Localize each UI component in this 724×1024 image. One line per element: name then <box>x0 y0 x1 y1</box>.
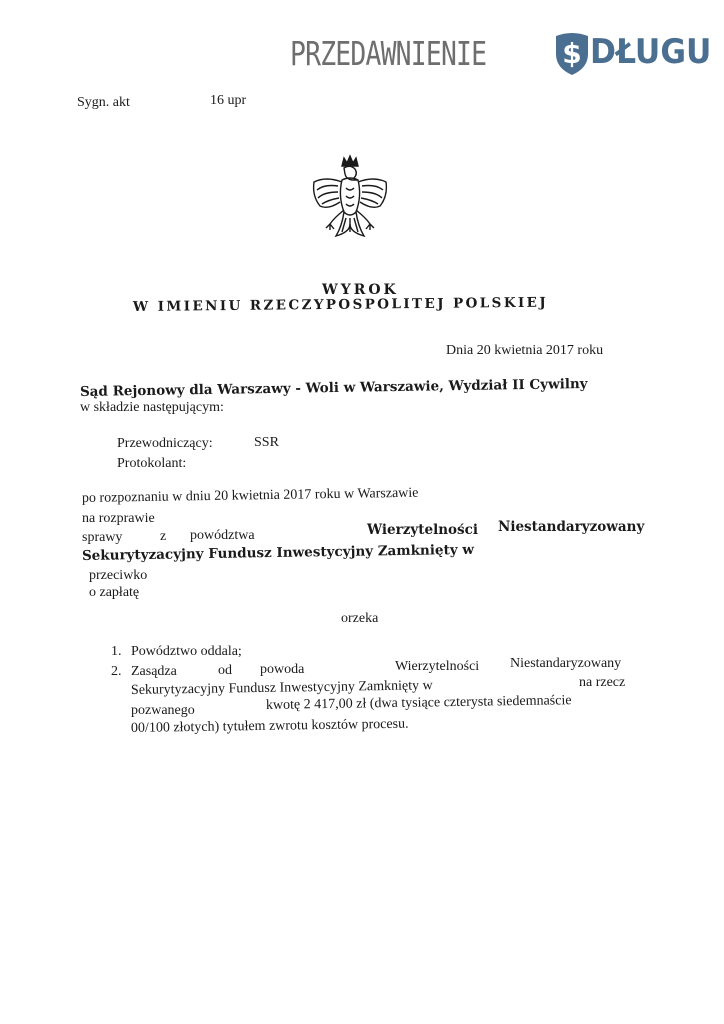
ruling-item-1-text: Powództwo oddala; <box>131 644 242 659</box>
document-subtitle: W IMIENIU RZECZYPOSPOLITEJ POLSKIEJ <box>132 294 549 315</box>
ruling-item-2-word-3: powoda <box>260 662 305 677</box>
case-word-sprawy: sprawy <box>82 530 123 545</box>
case-line-1: po rozpoznaniu w dniu 20 kwietnia 2017 roku w Warszawie <box>81 485 419 506</box>
chair-label: Przewodniczący: <box>117 436 213 451</box>
polish-eagle-emblem-icon <box>308 152 392 246</box>
case-line-2: na rozprawie <box>82 511 155 526</box>
case-signature-label: Sygn. akt <box>77 95 130 110</box>
ruling-item-2-line-3-start: pozwanego <box>131 703 195 718</box>
svg-text:$: $ <box>562 37 582 70</box>
dollar-sign-shield-icon <box>552 30 592 76</box>
watermark-text: PRZEDAWNIENIE <box>290 33 487 73</box>
ruling-item-2-word-1: Zasądza <box>131 664 177 679</box>
document-title: WYROK <box>322 282 399 298</box>
clerk-label: Protokolant: <box>117 456 187 471</box>
ruling-item-2-line-3-end: kwotę 2 417,00 zł (dwa tysiące czterysta siedemnaście <box>265 693 572 713</box>
case-signature-value: 16 upr <box>210 93 247 108</box>
watermark <box>290 30 712 76</box>
ruling-item-2-word-4: Wierzytelności <box>395 659 480 674</box>
plaintiff-name-part2: Niestandaryzowany <box>498 519 645 535</box>
court-name: Sąd Rejonowy dla Warszawy - Woli w Warszawie, Wydział II Cywilny <box>79 376 588 400</box>
court-composition: w składzie następującym: <box>80 400 224 415</box>
ruling-item-2-number: 2. <box>111 664 122 679</box>
case-subject: o zapłatę <box>89 585 140 600</box>
ruling-item-2-word-5: Niestandaryzowany <box>510 656 622 671</box>
ruling-item-2-line-2-end: na rzecz <box>579 675 626 690</box>
plaintiff-name-line2: Sekurytyzacyjny Fundusz Inwestycyjny Zamknięty w <box>81 541 475 564</box>
judgment-date: Dnia 20 kwietnia 2017 roku <box>446 343 604 358</box>
case-word-powodztwa: powództwa <box>190 528 255 543</box>
watermark-brand: DŁUGU <box>590 32 712 72</box>
chair-value: SSR <box>254 435 279 450</box>
case-word-z: z <box>160 529 167 544</box>
ruling-item-2-line-2: Sekurytyzacyjny Fundusz Inwestycyjny Zamknięty w <box>130 678 433 698</box>
ruling-item-2-word-2: od <box>218 663 232 678</box>
ruling-heading: orzeka <box>341 611 379 626</box>
case-against: przeciwko <box>89 568 148 583</box>
ruling-item-1-number: 1. <box>111 644 122 659</box>
ruling-item-2-line-4: 00/100 złotych) tytułem zwrotu kosztów procesu. <box>130 716 409 736</box>
plaintiff-name-part1: Wierzytelności <box>367 522 478 538</box>
